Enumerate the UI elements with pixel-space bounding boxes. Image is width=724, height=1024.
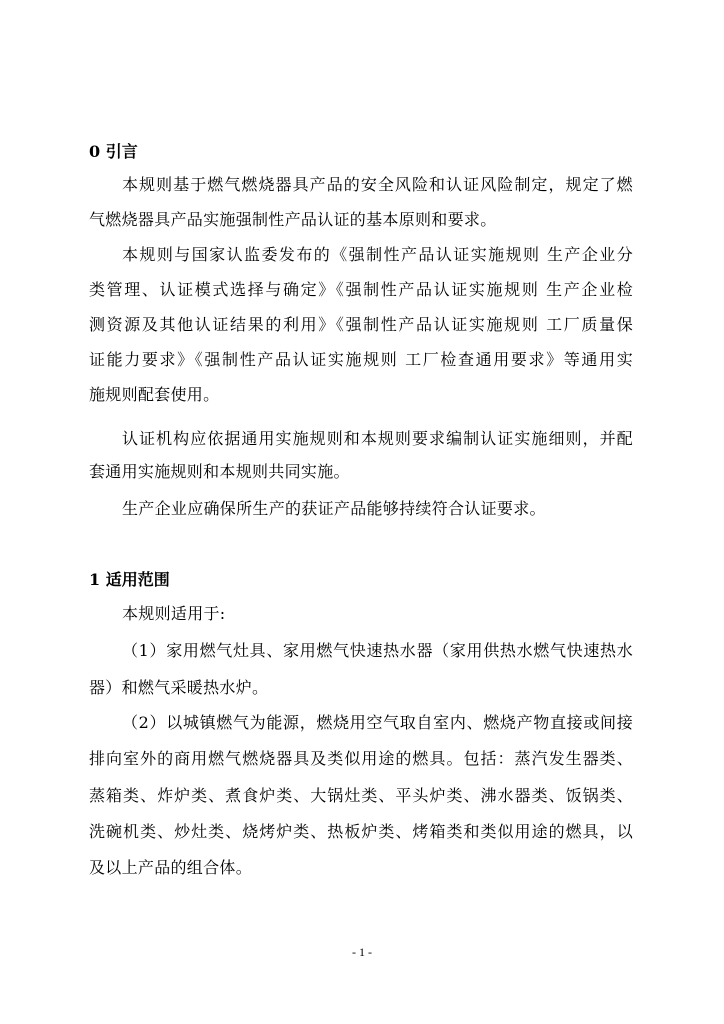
page-number: - 1 - — [352, 945, 372, 959]
list-item-line: 洗碗机类、炒灶类、烧烤炉类、热板炉类、烤箱类和类似用途的燃具，以 — [89, 822, 633, 841]
paragraph-line: 本规则适用于: — [122, 604, 226, 623]
paragraph-line: 气燃烧器具产品实施强制性产品认证的基本原则和要求。 — [89, 210, 497, 229]
paragraph-line: 施规则配套使用。 — [89, 385, 220, 404]
list-item-line: 及以上产品的组合体。 — [89, 858, 253, 877]
list-item-line: （1）家用燃气灶具、家用燃气快速热水器（家用供热水燃气快速热水 — [122, 641, 633, 660]
paragraph-line: 测资源及其他认证结果的利用》《强制性产品认证实施规则 工厂质量保 — [89, 315, 633, 334]
paragraph-line: 本规则基于燃气燃烧器具产品的安全风险和认证风险制定，规定了燃 — [122, 175, 633, 194]
paragraph-line: 生产企业应确保所生产的获证产品能够持续符合认证要求。 — [122, 499, 546, 518]
paragraph-line: 套通用实施规则和本规则共同实施。 — [89, 462, 350, 481]
list-item-line: （2）以城镇燃气为能源，燃烧用空气取自室内、燃烧产物直接或间接 — [122, 713, 633, 732]
list-item-line: 蒸箱类、炸炉类、煮食炉类、大锅灶类、平头炉类、沸水器类、饭锅类、 — [89, 786, 633, 805]
paragraph-line: 本规则与国家认监委发布的《强制性产品认证实施规则 生产企业分 — [122, 245, 633, 264]
paragraph-line: 证能力要求》《强制性产品认证实施规则 工厂检查通用要求》等通用实 — [89, 350, 633, 369]
section-heading-scope: 1 适用范围 — [89, 570, 170, 589]
list-item-line: 排向室外的商用燃气燃烧器具及类似用途的燃具。包括：蒸汽发生器类、 — [89, 749, 633, 768]
section-heading-introduction: 0 引言 — [89, 142, 138, 161]
paragraph-line: 认证机构应依据通用实施规则和本规则要求编制认证实施细则，并配 — [122, 429, 633, 448]
paragraph-line: 类管理、认证模式选择与确定》《强制性产品认证实施规则 生产企业检 — [89, 280, 633, 299]
list-item-line: 器）和燃气采暖热水炉。 — [89, 678, 269, 697]
